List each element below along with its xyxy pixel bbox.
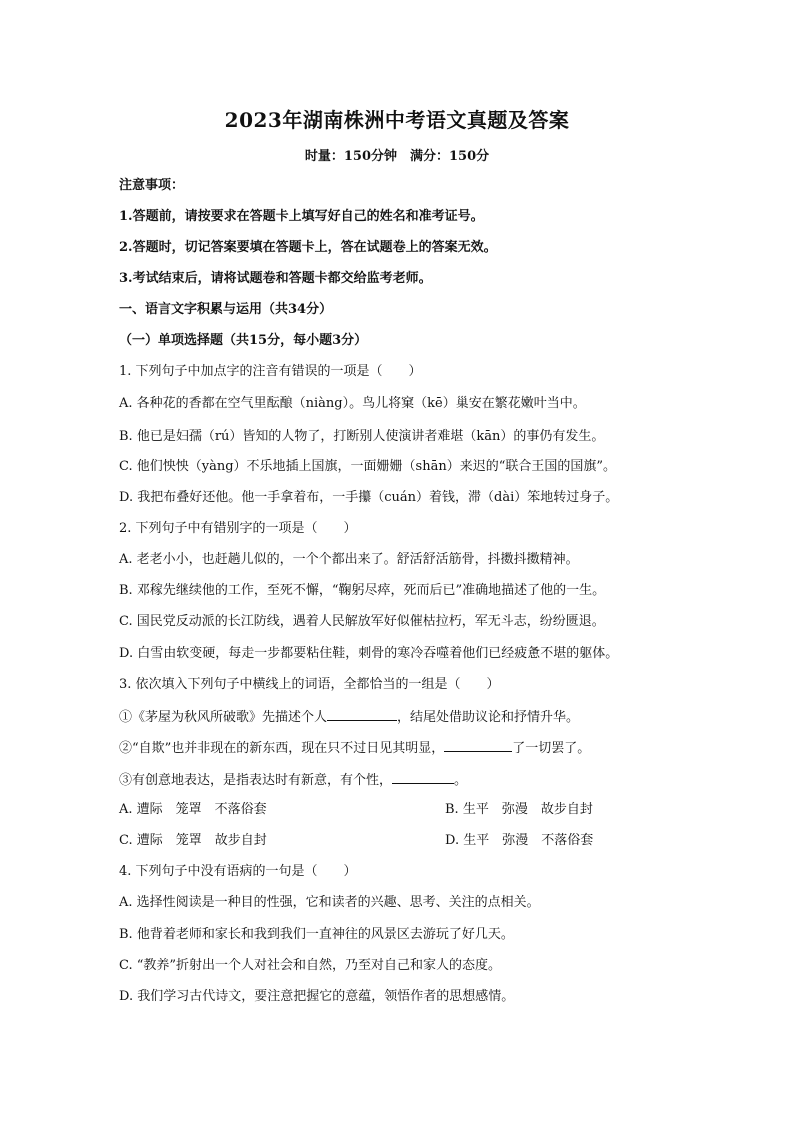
- question-3-sentence-3: [119, 770, 467, 790]
- question-1-option-b: B. 他已是妇孺（rú）皆知的人物了，打断别人使演讲者难堪（kān）的事仍有发生。: [119, 429, 605, 444]
- notice-item: 3.考试结束后，请将试题卷和答题卡都交给监考老师。: [119, 271, 432, 286]
- question-3-sentence-2: [119, 738, 590, 758]
- sentence-text: ，结尾处借助议论和抒情升华。: [397, 710, 580, 725]
- question-1-stem: 1. 下列句子中加点字的注音有错误的一项是（ ）: [119, 364, 422, 379]
- question-4-stem: 4. 下列句子中没有语病的一句是（ ）: [119, 864, 357, 879]
- question-1-option-c: C. 他们怏怏（yàng）不乐地插上国旗，一面姗姗（shān）来迟的“联合王国的国旗”。: [119, 459, 616, 474]
- question-3-option-a: A. 遭际 笼罩 不落俗套: [119, 802, 267, 817]
- question-4-option-c: C. “教养”折射出一个人对社会和自然，乃至对自己和家人的态度。: [119, 958, 502, 973]
- question-3-option-b: B. 生平 弥漫 故步自封: [445, 802, 593, 817]
- fill-blank: [444, 738, 512, 752]
- question-2-stem: 2. 下列句子中有错别字的一项是（ ）: [119, 521, 357, 536]
- question-2-option-c: C. 国民党反动派的长江防线，遇着人民解放军好似催枯拉朽，军无斗志，纷纷匮退。: [119, 614, 605, 629]
- page-title: 2023年湖南株洲中考语文真题及答案: [224, 108, 570, 132]
- question-3-option-c: C. 遭际 笼罩 故步自封: [119, 833, 267, 848]
- question-4-option-d: D. 我们学习古代诗文，要注意把握它的意蕴，领悟作者的思想感情。: [119, 989, 515, 1004]
- section-title: 一、语言文字积累与运用（共34分）: [119, 302, 333, 317]
- question-1-option-a: A. 各种花的香都在空气里酝酿（niàng）。鸟儿将窠（kē）巢安在繁花嫩叶当中。: [119, 396, 586, 411]
- sentence-text: ①《茅屋为秋风所破歌》先描述个人: [119, 710, 328, 725]
- question-3-stem: 3. 依次填入下列句子中横线上的词语，全都恰当的一组是（ ）: [119, 677, 500, 692]
- question-3-option-d: D. 生平 弥漫 不落俗套: [445, 833, 594, 848]
- question-4-option-b: B. 他背着老师和家长和我到我们一直神往的风景区去游玩了好几天。: [119, 927, 514, 942]
- exam-time-score: 时量：150分钟 满分：150分: [304, 149, 490, 164]
- sentence-text: ③有创意地表达，是指表达时有新意，有个性，: [119, 773, 393, 788]
- question-4-option-a: A. 选择性阅读是一种目的性强，它和读者的兴趣、思考、关注的点相关。: [119, 895, 540, 910]
- sentence-text: 。: [454, 773, 468, 788]
- sentence-text: ②“自欺”也并非现在的新东西，现在只不过日见其明显，: [119, 741, 445, 756]
- notice-item: 2.答题时，切记答案要填在答题卡上，答在试题卷上的答案无效。: [119, 240, 497, 255]
- question-2-option-d: D. 白雪由软变硬，每走一步都要粘住鞋，刺骨的寒冷吞噬着他们已经疲惫不堪的躯体。: [119, 646, 619, 661]
- notice-item: 1.答题前，请按要求在答题卡上填写好自己的姓名和准考证号。: [119, 209, 484, 224]
- question-2-option-b: B. 邓稼先继续他的工作，至死不懈，“鞠躬尽瘁，死而后已”准确地描述了他的一生。: [119, 583, 606, 598]
- sentence-text: 了一切罢了。: [512, 741, 591, 756]
- fill-blank: [327, 707, 397, 721]
- fill-blank: [392, 770, 454, 784]
- section-subtitle: （一）单项选择题（共15分，每小题3分）: [119, 333, 368, 348]
- question-1-option-d: D. 我把布叠好还他。他一手拿着布，一手攥（cuán）着钱，滞（dài）笨地转过身子。: [119, 490, 619, 505]
- notice-heading: 注意事项：: [119, 178, 185, 193]
- question-2-option-a: A. 老老小小，也赶趟儿似的，一个个都出来了。舒活舒活筋骨，抖擞抖擞精神。: [119, 552, 579, 567]
- question-3-sentence-1: [119, 707, 579, 727]
